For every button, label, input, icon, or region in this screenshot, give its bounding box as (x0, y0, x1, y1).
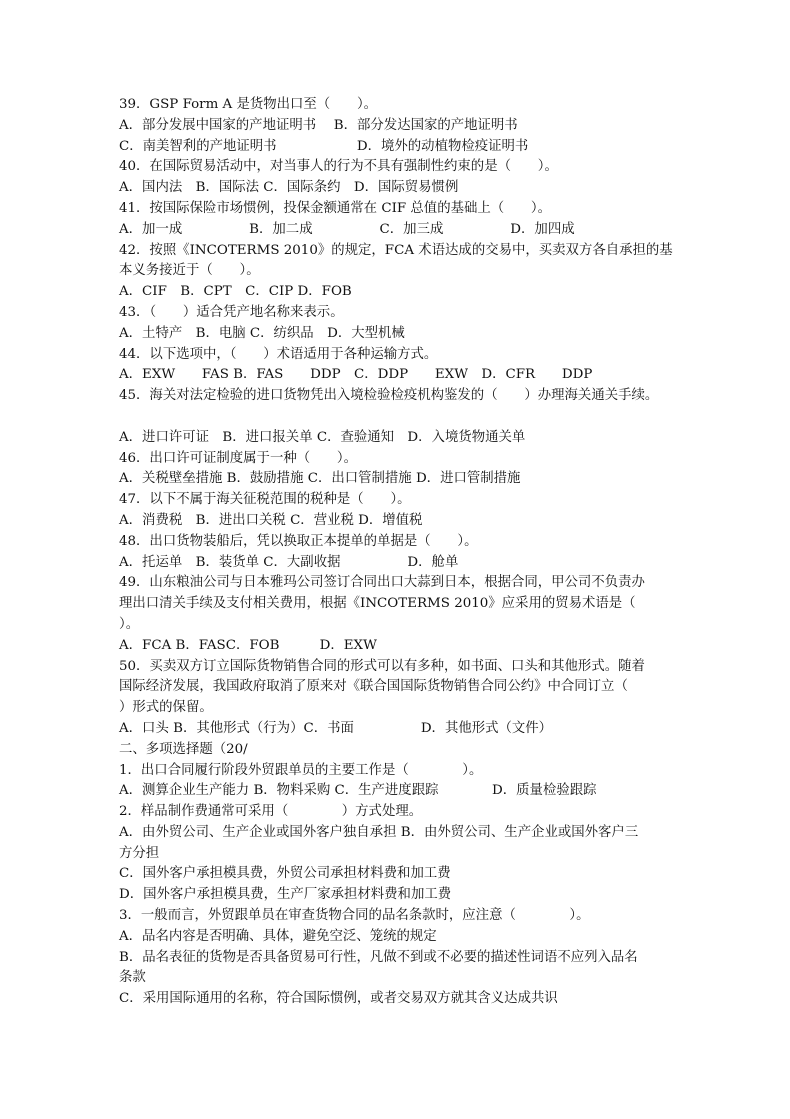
q40-question: 40．在国际贸易活动中，对当事人的行为不具有强制性约束的是（ ）。 (119, 159, 558, 175)
mq2-question: 2．样品制作费通常可采用（ ）方式处理。 (119, 804, 423, 820)
q40-options: A．国内法 B．国际法 C．国际条约 D．国际贸易惯例 (119, 180, 459, 196)
q50-question-line2: 国际经济发展，我国政府取消了原来对《联合国国际货物销售合同公约》中合同订立（ (119, 679, 628, 695)
q49-options: A．FCA B．FASC．FOB D．EXW (119, 637, 377, 653)
q39-options-cd: C．南美智利的产地证明书 D．境外的动植物检疫证明书 (119, 138, 529, 154)
q43-options: A．土特产 B．电脑 C．纺织品 D．大型机械 (119, 325, 405, 341)
q49-question-line1: 49．山东粮油公司与日本雅玛公司签订合同出口大蒜到日本，根据合同，甲公司不负责办 (119, 575, 645, 591)
q42-options: A．CIF B．CPT C．CIP D．FOB (119, 284, 352, 300)
q47-question: 47．以下不属于海关征税范围的税种是（ ）。 (119, 492, 411, 508)
q50-question-line3: ）形式的保留。 (119, 700, 213, 716)
q44-question: 44．以下选项中，（ ）术语适用于各种运输方式。 (119, 346, 438, 362)
q45-question: 45．海关对法定检验的进口货物凭出入境检验检疫机构鉴发的（ ）办理海关通关手续。 (119, 388, 659, 404)
blank-line (119, 407, 679, 428)
mq2-option-c: C．国外客户承担模具费，外贸公司承担材料费和加工费 (119, 866, 451, 882)
mq2-option-ab-line1: A．由外贸公司、生产企业或国外客户独自承担 B．由外贸公司、生产企业或国外客户三 (119, 824, 639, 840)
mq1-question: 1．出口合同履行阶段外贸跟单员的主要工作是（ ）。 (119, 762, 483, 778)
mq3-option-a: A．品名内容是否明确、具体，避免空泛、笼统的规定 (119, 928, 437, 944)
q46-question: 46．出口许可证制度属于一种（ ）。 (119, 450, 357, 466)
q49-question-line3: ）。 (119, 616, 140, 632)
q50-options: A．口头 B．其他形式（行为）C．书面 D．其他形式（文件） (119, 720, 553, 736)
q48-question: 48．出口货物装船后，凭以换取正本提单的单据是（ ）。 (119, 533, 478, 549)
q47-options: A．消费税 B．进出口关税 C．营业税 D．增值税 (119, 512, 423, 528)
q39-question: 39．GSP Form A 是货物出口至（ ）。 (119, 97, 378, 112)
mq3-question: 3．一般而言，外贸跟单员在审查货物合同的品名条款时，应注意（ ）。 (119, 908, 590, 924)
mq3-option-b-line2: 条款 (119, 970, 146, 986)
q44-options: A．EXW FAS B．FAS DDP C．DDP EXW D．CFR DDP (119, 367, 593, 383)
q50-question-line1: 50．买卖双方订立国际货物销售合同的形式可以有多种，如书面、口头和其他形式。随着 (119, 658, 645, 674)
q49-question-line2: 理出口清关手续及支付相关费用，根据《INCOTERMS 2010》应采用的贸易术语是（ (119, 596, 636, 612)
q42-question-line2: 本义务接近于（ ）。 (119, 263, 260, 279)
q43-question: 43．（ ）适合凭产地名称来表示。 (119, 304, 344, 320)
q46-options: A．关税壁垒措施 B．鼓励措施 C．出口管制措施 D．进口管制措施 (119, 471, 521, 487)
q41-question: 41．按国际保险市场惯例，投保金额通常在 CIF 总值的基础上（ ）。 (119, 200, 552, 216)
q39-options-ab: A．部分发展中国家的产地证明书 B．部分发达国家的产地证明书 (119, 117, 518, 133)
q41-options: A．加一成 B．加二成 C．加三成 D．加四成 (119, 221, 575, 237)
q42-question-line1: 42．按照《INCOTERMS 2010》的规定，FCA 术语达成的交易中，买卖双方各自承担的基 (119, 242, 673, 258)
section-heading-multiple-choice: 二、多项选择题（20/ (119, 741, 248, 757)
q48-options: A．托运单 B．装货单 C．大副收据 D．舱单 (119, 554, 459, 570)
mq3-option-b-line1: B．品名表征的货物是否具备贸易可行性，凡做不到或不必要的描述性词语不应列入品名 (119, 949, 638, 965)
mq2-option-d: D．国外客户承担模具费，生产厂家承担材料费和加工费 (119, 887, 452, 903)
mq2-option-ab-line2: 方分担 (119, 845, 160, 861)
q45-options: A．进口许可证 B．进口报关单 C．查验通知 D．入境货物通关单 (119, 429, 526, 445)
document-page (119, 95, 679, 1010)
mq1-options: A．测算企业生产能力 B．物料采购 C．生产进度跟踪 D．质量检验跟踪 (119, 783, 597, 799)
mq3-option-c: C．采用国际通用的名称，符合国际惯例，或者交易双方就其含义达成共识 (119, 991, 558, 1007)
